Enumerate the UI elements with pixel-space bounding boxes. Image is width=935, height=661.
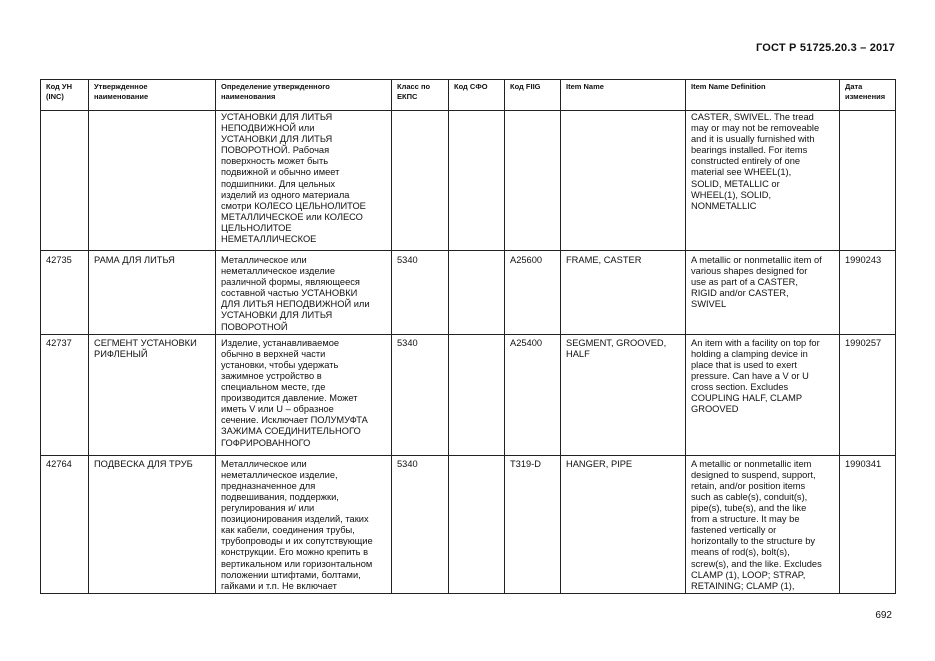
cell-item-name: FRAME, CASTER — [561, 251, 686, 335]
document-code: ГОСТ Р 51725.20.3 – 2017 — [755, 42, 895, 54]
col-header-item-definition: Item Name Definition — [686, 80, 840, 111]
cell-item-definition: An item with a facility on top for holding a clamping device in place that is used to exert pressure. Can have a V or U cross section. Excludes COUPLING HALF, CLAMP GROOVED — [686, 334, 840, 455]
cell-sfo — [449, 111, 505, 251]
col-header-date: Дата изменения — [840, 80, 896, 111]
cell-definition: УСТАНОВКИ ДЛЯ ЛИТЬЯ НЕПОДВИЖНОЙ или УСТАНОВКИ ДЛЯ ЛИТЬЯ ПОВОРОТНОЙ. Рабочая поверхность может быть подвижной и обычно имеет подшипники. Для цельных изделий из одного материала смотри КОЛЕСО ЦЕЛЬНОЛИТОЕ МЕТАЛЛИЧЕСКОЕ или КОЛЕСО ЦЕЛЬНОЛИТОЕ НЕМЕТАЛЛИЧЕСКОЕ — [216, 111, 392, 251]
col-header-sfo: Код СФО — [449, 80, 505, 111]
cell-class: 5340 — [392, 334, 449, 455]
cell-class: 5340 — [392, 251, 449, 335]
cell-fiig: A25400 — [505, 334, 561, 455]
cell-inc: 42735 — [41, 251, 89, 335]
cell-fiig: T319-D — [505, 455, 561, 593]
cell-fiig: A25600 — [505, 251, 561, 335]
cell-inc: 42764 — [41, 455, 89, 593]
cell-class — [392, 111, 449, 251]
col-header-class: Класс по ЕКПС — [392, 80, 449, 111]
cell-inc — [41, 111, 89, 251]
cell-definition: Металлическое или неметаллическое изделие, предназначенное для подвешивания, поддержки, регулирования и/ или позиционирования изделий, таких как кабели, соединения трубы, трубопроводы и их сопутствующие конструкции. Его можно крепить в вертикальном или горизонтальном положении штифтами, болтами, гайками и т.п. Не включает — [216, 455, 392, 593]
cell-inc: 42737 — [41, 334, 89, 455]
table-header-row — [41, 80, 896, 111]
table-row — [41, 334, 896, 455]
col-header-definition: Определение утвержденного наименования — [216, 80, 392, 111]
cell-definition: Изделие, устанавливаемое обычно в верхней части установки, чтобы удержать зажимное устройство в специальном месте, где производится давление. Может иметь V или U – образное сечение. Исключает ПОЛУМУФТА ЗАЖИМА СОЕДИНИТЕЛЬНОГО ГОФРИРОВАННОГО — [216, 334, 392, 455]
col-header-inc: Код УН (INC) — [41, 80, 89, 111]
cell-approved-name — [89, 111, 216, 251]
cell-item-name: HANGER, PIPE — [561, 455, 686, 593]
table-row — [41, 251, 896, 335]
cell-definition: Металлическое или неметаллическое изделие различной формы, являющееся составной частью УСТАНОВКИ ДЛЯ ЛИТЬЯ НЕПОДВИЖНОЙ или УСТАНОВКИ ДЛЯ ЛИТЬЯ ПОВОРОТНОЙ — [216, 251, 392, 335]
cell-fiig — [505, 111, 561, 251]
cell-approved-name: СЕГМЕНТ УСТАНОВКИ РИФЛЕНЫЙ — [89, 334, 216, 455]
catalog-table — [40, 79, 896, 594]
table-row — [41, 111, 896, 251]
cell-date: 1990257 — [840, 334, 896, 455]
cell-item-definition: A metallic or nonmetallic item of various shapes designed for use as part of a CASTER, RIGID and/or CASTER, SWIVEL — [686, 251, 840, 335]
cell-item-name: SEGMENT, GROOVED, HALF — [561, 334, 686, 455]
col-header-fiig: Код FIIG — [505, 80, 561, 111]
col-header-approved-name: Утвержденное наименование — [89, 80, 216, 111]
cell-class: 5340 — [392, 455, 449, 593]
cell-item-definition: CASTER, SWIVEL. The tread may or may not be removeable and it is usually furnished with bearings installed. For items constructed entirely of one material see WHEEL(1), SOLID, METALLIC or WHEEL(1), SOLID, NONMETALLIC — [686, 111, 840, 251]
col-header-item-name: Item Name — [561, 80, 686, 111]
cell-item-name — [561, 111, 686, 251]
cell-sfo — [449, 455, 505, 593]
table-row — [41, 455, 896, 593]
cell-sfo — [449, 334, 505, 455]
cell-date — [840, 111, 896, 251]
page-number: 692 — [875, 610, 892, 621]
cell-approved-name: ПОДВЕСКА ДЛЯ ТРУБ — [89, 455, 216, 593]
cell-approved-name: РАМА ДЛЯ ЛИТЬЯ — [89, 251, 216, 335]
cell-date: 1990341 — [840, 455, 896, 593]
cell-sfo — [449, 251, 505, 335]
cell-date: 1990243 — [840, 251, 896, 335]
cell-item-definition: A metallic or nonmetallic item designed to suspend, support, retain, and/or position items such as cable(s), conduit(s), pipe(s), tube(s), and the like from a structure. It may be fastened vertically or horizontally to the structure by means of rod(s), bolt(s), screw(s), and the like. Excludes CLAMP (1), LOOP; STRAP, RETAINING; CLAMP (1), — [686, 455, 840, 593]
